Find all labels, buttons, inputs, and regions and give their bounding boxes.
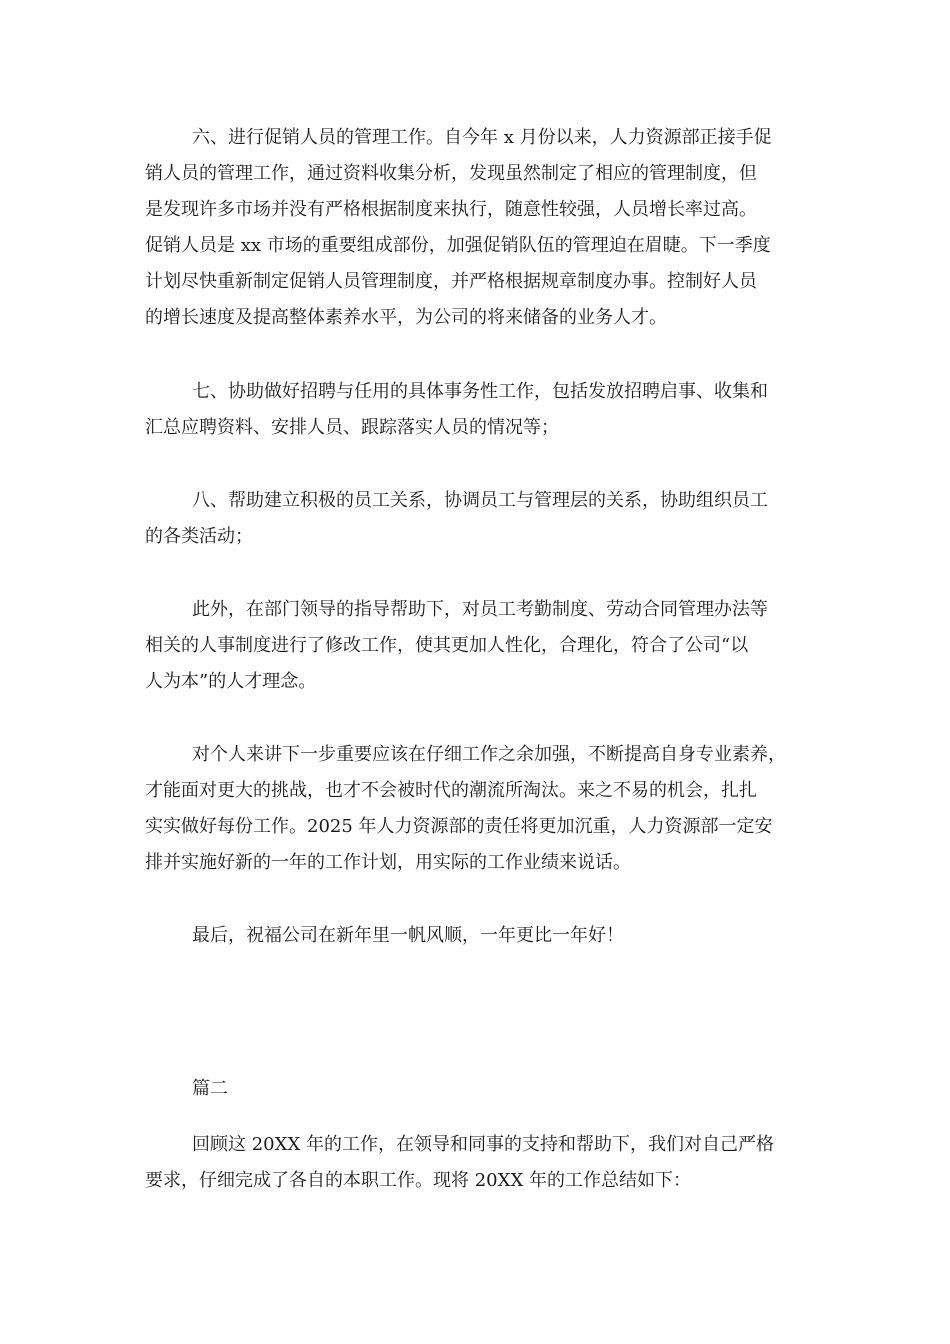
paragraph-6-line-3: 是发现许多市场并没有严格根据制度来执行，随意性较强，人员增长率过高。 (145, 199, 757, 220)
paragraph-8-line-1: 八、帮助建立积极的员工关系，协调员工与管理层的关系，协助组织员工 (192, 490, 768, 511)
paragraph-personal-line-4: 排并实施好新的一年的工作计划，用实际的工作业绩来说话。 (145, 852, 631, 873)
paragraph-6-line-6: 的增长速度及提高整体素养水平，为公司的将来储备的业务人才。 (145, 307, 667, 328)
paragraph-closing-wish: 最后，祝福公司在新年里一帆风顺，一年更比一年好！ (192, 925, 624, 946)
paragraph-8-line-2: 的各类活动； (145, 526, 253, 547)
paragraph-review-line-1: 回顾这 20XX 年的工作，在领导和同事的支持和帮助下，我们对自己严格 (192, 1134, 774, 1155)
paragraph-6-line-4: 促销人员是 xx 市场的重要组成部份，加强促销队伍的管理迫在眉睫。下一季度 (145, 235, 771, 256)
paragraph-7-line-1: 七、协助做好招聘与任用的具体事务性工作，包括发放招聘启事、收集和 (192, 381, 768, 402)
paragraph-7-line-2: 汇总应聘资料、安排人员、跟踪落实人员的情况等； (145, 417, 559, 438)
paragraph-6-line-5: 计划尽快重新制定促销人员管理制度，并严格根据规章制度办事。控制好人员 (145, 271, 757, 292)
paragraph-6-line-1: 六、进行促销人员的管理工作。自今年 x 月份以来，人力资源部正接手促 (192, 127, 772, 148)
paragraph-personal-line-3: 实实做好每份工作。2025 年人力资源部的责任将更加沉重，人力资源部一定安 (145, 816, 773, 837)
paragraph-additionally-line-1: 此外，在部门领导的指导帮助下，对员工考勤制度、劳动合同管理办法等 (192, 599, 768, 620)
paragraph-review-line-2: 要求，仔细完成了各自的本职工作。现将 20XX 年的工作总结如下： (145, 1170, 691, 1191)
paragraph-additionally-line-2: 相关的人事制度进行了修改工作，使其更加人性化，合理化，符合了公司“以 (145, 635, 749, 656)
paragraph-additionally-line-3: 人为本”的人才理念。 (145, 671, 317, 692)
section-heading: 篇二 (192, 1078, 228, 1099)
paragraph-personal-line-1: 对个人来讲下一步重要应该在仔细工作之余加强，不断提高自身专业素养， (192, 744, 786, 765)
paragraph-6-line-2: 销人员的管理工作，通过资料收集分析，发现虽然制定了相应的管理制度，但 (145, 163, 757, 184)
paragraph-personal-line-2: 才能面对更大的挑战，也才不会被时代的潮流所淘汰。来之不易的机会，扎扎 (145, 780, 757, 801)
